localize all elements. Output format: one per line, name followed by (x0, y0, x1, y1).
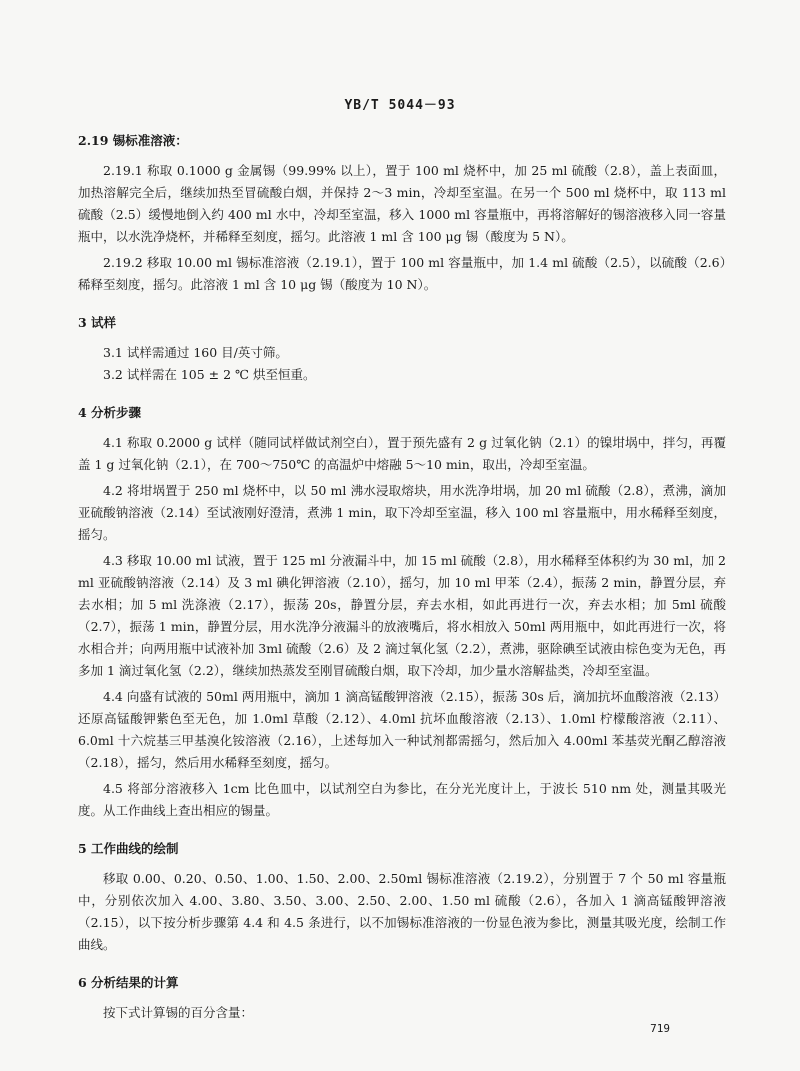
paragraph-4-5: 4.5 将部分溶液移入 1cm 比色皿中，以试剂空白为参比，在分光光度计上，于波长 510 nm 处，测量其吸光度。从工作曲线上查出相应的锡量。 (78, 781, 726, 818)
paragraph-2-19-1: 2.19.1 称取 0.1000 g 金属锡（99.99% 以上），置于 100 ml 烧杯中，加 25 ml 硫酸（2.8），盖上表面皿，加热溶解完全后，继续加热至冒硫酸白烟，并保持 2～3 min，冷却至室温。在另一个 500 ml 烧杯中，取 113 ml 硫酸（2.5）缓慢地倒入约 400 ml 水中，冷却至室温，移入 1000 ml 容量瓶中，再将溶解好的锡溶液移入同一容量瓶中，以水洗净烧杯，并稀释至刻度，摇匀。此溶液 1 ml 含 100 μg 锡（酸度为 5 N）。 (78, 163, 726, 244)
paragraph-3-1: 3.1 试样需通过 160 目/英寸筛。 (103, 345, 288, 360)
paragraph-4-2: 4.2 将坩埚置于 250 ml 烧杯中，以 50 ml 沸水浸取熔块，用水洗净坩埚，加 20 ml 硫酸（2.8），煮沸，滴加亚硫酸钠溶液（2.14）至试液刚好澄清，煮沸 1 min，取下冷却至室温，移入 100 ml 容量瓶中，用水稀释至刻度，摇匀。 (78, 483, 726, 542)
paragraph-3-2: 3.2 试样需在 105 ± 2 ℃ 烘至恒重。 (103, 367, 316, 382)
paragraph-4-3: 4.3 移取 10.00 ml 试液，置于 125 ml 分液漏斗中，加 15 ml 硫酸（2.8），用水稀释至体积约为 30 ml，加 2 ml 亚硫酸钠溶液（2.14）及 3 ml 碘化钾溶液（2.10），摇匀，加 10 ml 甲苯（2.4），振荡 2 min，静置分层，弃去水相；加 5 ml 洗涤液（2.17），振荡 20s，静置分层，弃去水相，如此再进行一次，弃去水相；加 5ml 硫酸（2.7），振荡 1 min，静置分层，用水洗净分液漏斗的放液嘴后，将水相放入 50ml 两用瓶中，如此再进行一次，将水相合并；向两用瓶中试液补加 3ml 硫酸（2.6）及 2 滴过氧化氢（2.2），煮沸，驱除碘至试液由棕色变为无色，再多加 1 滴过氧化氢（2.2），继续加热蒸发至刚冒硫酸白烟，取下冷却，加少量水溶解盐类，冷却至室温。 (78, 553, 726, 678)
paragraph-2-19-2: 2.19.2 移取 10.00 ml 锡标准溶液（2.19.1），置于 100 ml 容量瓶中，加 1.4 ml 硫酸（2.5），以硫酸（2.6）稀释至刻度，摇匀。此溶液 1 ml 含 10 μg 锡（酸度为 10 N）。 (78, 255, 726, 292)
page-number: 719 (650, 1022, 670, 1035)
paragraph-4-1: 4.1 称取 0.2000 g 试样（随同试样做试剂空白），置于预先盛有 2 g 过氧化钠（2.1）的镍坩埚中，拌匀，再覆盖 1 g 过氧化钠（2.1），在 700～750℃ 的高温炉中熔融 5～10 min，取出，冷却至室温。 (78, 435, 726, 472)
paragraph-4-4: 4.4 向盛有试液的 50ml 两用瓶中，滴加 1 滴高锰酸钾溶液（2.15），振荡 30s 后，滴加抗坏血酸溶液（2.13）还原高锰酸钾紫色至无色，加 1.0ml 草酸（2.12）、4.0ml 抗坏血酸溶液（2.13）、1.0ml 柠檬酸溶液（2.11）、6.0ml 十六烷基三甲基溴化铵溶液（2.16），上述每加入一种试剂都需摇匀，然后加入 4.00ml 苯基荧光酮乙醇溶液（2.18），摇匀，然后用水稀释至刻度，摇匀。 (78, 689, 726, 770)
heading-2-19: 2.19 锡标准溶液： (78, 133, 188, 148)
section-4-heading: 4 分析步骤 (78, 405, 142, 420)
standard-code-header: YB/T 5044－93 (344, 98, 456, 113)
section-5-heading: 5 工作曲线的绘制 (78, 841, 179, 856)
paragraph-5: 移取 0.00、0.20、0.50、1.00、1.50、2.00、2.50ml 锡标准溶液（2.19.2），分别置于 7 个 50 ml 容量瓶中，分别依次加入 4.00、3.80、3.50、3.00、2.50、2.00、1.50 ml 硫酸（2.6），各加入 1 滴高锰酸钾溶液（2.15），以下按分析步骤第 4.4 和 4.5 条进行，以不加锡标准溶液的一份显色液为参比，测量其吸光度，绘制工作曲线。 (78, 871, 726, 952)
section-6-heading: 6 分析结果的计算 (78, 975, 179, 990)
paragraph-6: 按下式计算锡的百分含量： (103, 1005, 254, 1020)
document-body (78, 130, 726, 1024)
section-3-heading: 3 试样 (78, 315, 117, 330)
